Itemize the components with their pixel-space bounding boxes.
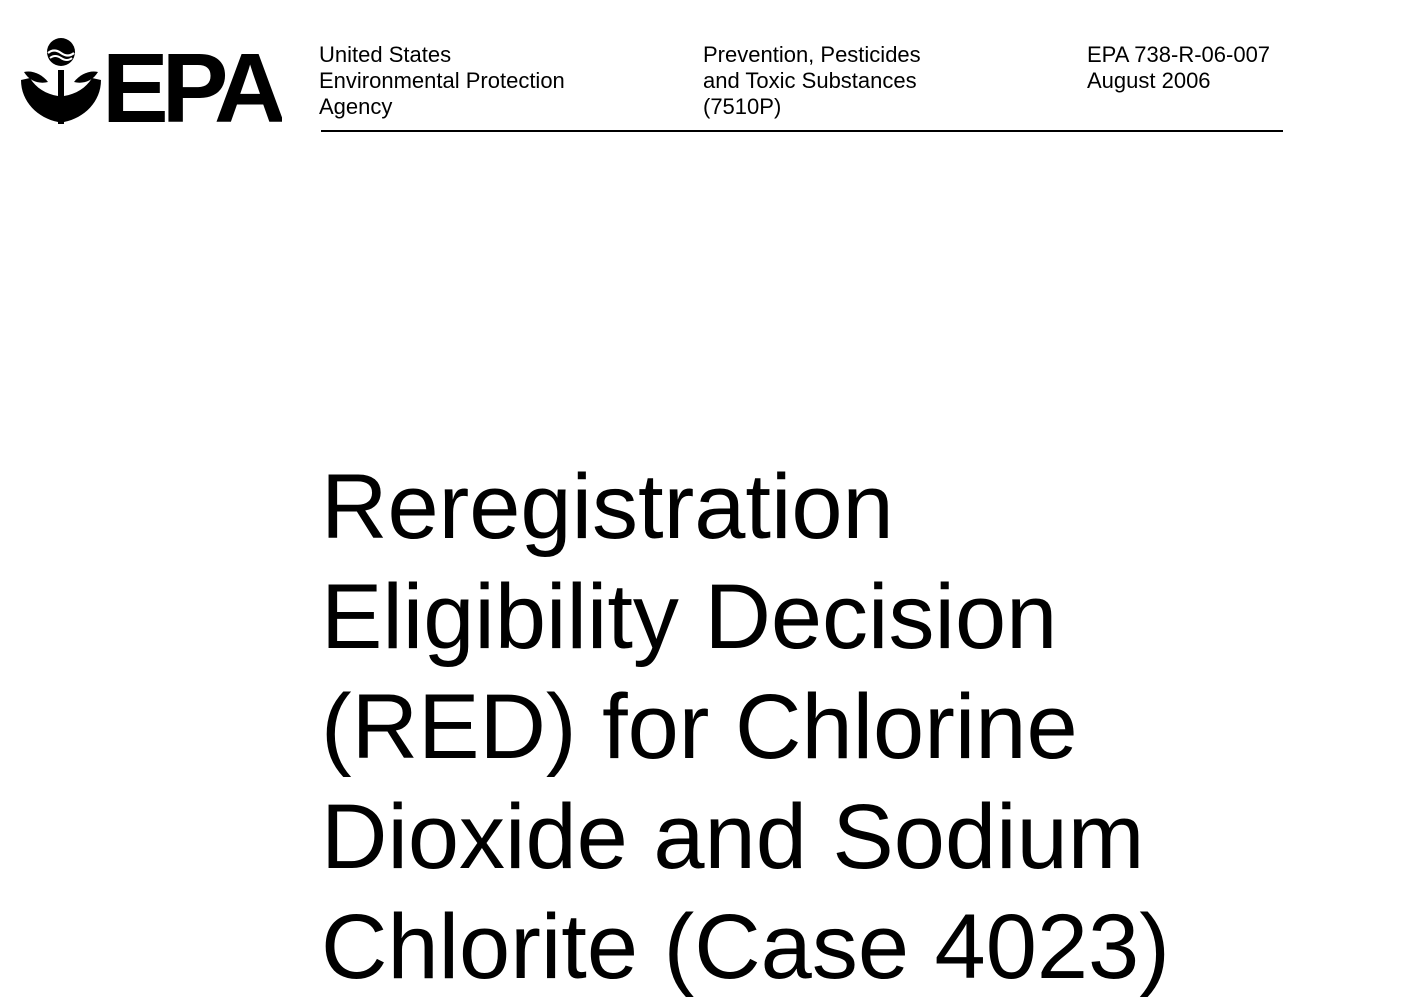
header-divider (321, 130, 1283, 132)
document-title (321, 452, 1391, 1002)
agency-line: Environmental Protection (319, 68, 565, 93)
document-date: August 2006 (1087, 68, 1211, 93)
title-line: Dioxide and Sodium (321, 786, 1145, 888)
agency-line: United States (319, 42, 452, 67)
document-number: EPA 738-R-06-007 (1087, 42, 1271, 67)
agency-name (319, 42, 565, 120)
title-line: Eligibility Decision (321, 566, 1058, 668)
epa-logo (18, 36, 282, 130)
epa-wordmark: EPA (101, 36, 280, 130)
office-name (703, 42, 921, 120)
office-line: and Toxic Substances (703, 68, 917, 93)
title-line: Chlorite (Case 4023) (321, 896, 1170, 998)
office-line: Prevention, Pesticides (703, 42, 921, 67)
epa-flower-logo-icon (21, 38, 101, 124)
document-info (1087, 42, 1270, 94)
title-line: Reregistration (321, 456, 894, 558)
office-line: (7510P) (703, 94, 782, 119)
agency-line: Agency (319, 94, 393, 119)
title-line: (RED) for Chlorine (321, 676, 1078, 778)
